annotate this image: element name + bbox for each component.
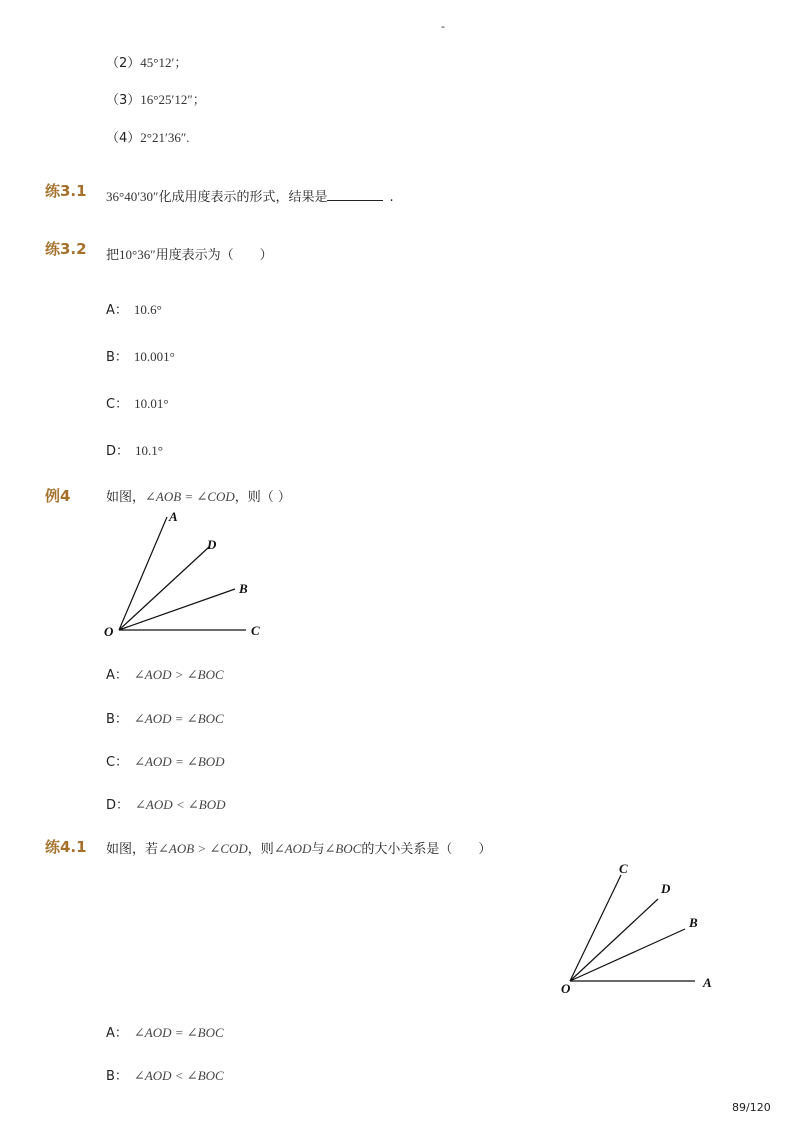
option-letter: B： bbox=[106, 1069, 128, 1084]
header-mark: - bbox=[441, 20, 445, 33]
page-number: 89/120 bbox=[732, 1101, 771, 1114]
option-letter: D： bbox=[106, 798, 130, 813]
option-a[interactable] bbox=[106, 299, 162, 318]
point-label-d: D bbox=[207, 537, 217, 552]
option-value: 10.6° bbox=[133, 302, 162, 317]
angle-figure-example4 bbox=[100, 505, 270, 645]
option-letter: D： bbox=[106, 444, 130, 459]
question-end: . bbox=[389, 190, 394, 205]
example-question bbox=[106, 486, 291, 505]
answer-blank[interactable] bbox=[327, 188, 383, 201]
option-value: ∠AOD < ∠BOD bbox=[135, 797, 226, 812]
question-math: ∠BOC bbox=[324, 841, 362, 856]
list-item-value: 45°12′； bbox=[140, 55, 188, 70]
ray-oc bbox=[570, 875, 621, 981]
option-letter: A： bbox=[106, 1026, 128, 1041]
point-label-a: A bbox=[169, 509, 178, 524]
point-label-a: A bbox=[703, 975, 712, 990]
option-value: 10.001° bbox=[133, 349, 175, 364]
question-math: ∠AOB = ∠COD bbox=[145, 489, 235, 504]
question-suffix: ，则（ ） bbox=[234, 490, 291, 505]
ray-ob bbox=[119, 589, 235, 630]
ray-od bbox=[119, 547, 209, 630]
option-value: ∠AOD < ∠BOC bbox=[133, 1068, 224, 1083]
question-part: ，则 bbox=[247, 842, 274, 857]
list-item-value: 2°21′36″. bbox=[140, 130, 190, 145]
point-label-b: B bbox=[239, 581, 248, 596]
question-part: 如图，若 bbox=[106, 842, 159, 857]
list-item-num: （4） bbox=[106, 131, 141, 146]
question-prefix: 如图， bbox=[106, 490, 146, 505]
question-math: ∠AOB > ∠COD bbox=[158, 841, 248, 856]
option-a[interactable] bbox=[106, 1022, 224, 1041]
point-label-d: D bbox=[661, 881, 671, 896]
list-item bbox=[106, 52, 187, 71]
ray-od bbox=[570, 899, 658, 981]
exercise-label: 练4.1 bbox=[45, 838, 87, 856]
option-letter: C： bbox=[106, 755, 129, 770]
option-letter: C： bbox=[106, 397, 129, 412]
angle-value: 10°36″ bbox=[119, 247, 156, 262]
list-item-num: （2） bbox=[106, 56, 141, 71]
option-value: 10.01° bbox=[134, 396, 169, 411]
option-letter: A： bbox=[106, 668, 128, 683]
question-part: 的大小关系是（ ） bbox=[361, 842, 492, 857]
point-label-b: B bbox=[689, 915, 698, 930]
question-text: 用度表示为（ ） bbox=[155, 248, 273, 263]
option-c[interactable] bbox=[106, 751, 225, 770]
list-item bbox=[106, 89, 206, 108]
ray-ob bbox=[570, 929, 685, 981]
option-b[interactable] bbox=[106, 708, 224, 727]
ray-oa bbox=[119, 517, 167, 630]
question-text: 化成用度表示的形式，结果是 bbox=[158, 190, 328, 205]
option-b[interactable] bbox=[106, 1065, 224, 1084]
list-item bbox=[106, 127, 190, 146]
option-value: ∠AOD = ∠BOD bbox=[134, 754, 225, 769]
angle-value: 36°40′30″ bbox=[106, 189, 159, 204]
point-label-o: O bbox=[104, 624, 114, 639]
option-c[interactable] bbox=[106, 393, 169, 412]
list-item-num: （3） bbox=[106, 93, 141, 108]
list-item-value: 16°25′12″； bbox=[140, 92, 206, 107]
question-part: 与 bbox=[311, 842, 325, 857]
option-d[interactable] bbox=[106, 440, 163, 459]
option-b[interactable] bbox=[106, 346, 175, 365]
exercise-question bbox=[106, 186, 394, 205]
point-label-c: C bbox=[251, 623, 260, 638]
option-d[interactable] bbox=[106, 794, 226, 813]
example-label: 例4 bbox=[45, 487, 71, 505]
option-letter: A： bbox=[106, 303, 128, 318]
option-value: 10.1° bbox=[135, 443, 163, 458]
option-letter: B： bbox=[106, 712, 128, 727]
angle-figure-exercise41 bbox=[555, 855, 725, 1000]
option-a[interactable] bbox=[106, 664, 224, 683]
exercise-label: 练3.2 bbox=[45, 240, 87, 258]
question-prefix: 把 bbox=[106, 248, 120, 263]
exercise-question bbox=[106, 838, 491, 857]
point-label-o: O bbox=[561, 981, 571, 996]
option-value: ∠AOD = ∠BOC bbox=[133, 1025, 224, 1040]
option-letter: B： bbox=[106, 350, 128, 365]
exercise-label: 练3.1 bbox=[45, 182, 87, 200]
exercise-question bbox=[106, 244, 273, 263]
option-value: ∠AOD = ∠BOC bbox=[133, 711, 224, 726]
question-math: ∠AOD bbox=[273, 841, 312, 856]
option-value: ∠AOD > ∠BOC bbox=[133, 667, 224, 682]
point-label-c: C bbox=[619, 861, 628, 876]
